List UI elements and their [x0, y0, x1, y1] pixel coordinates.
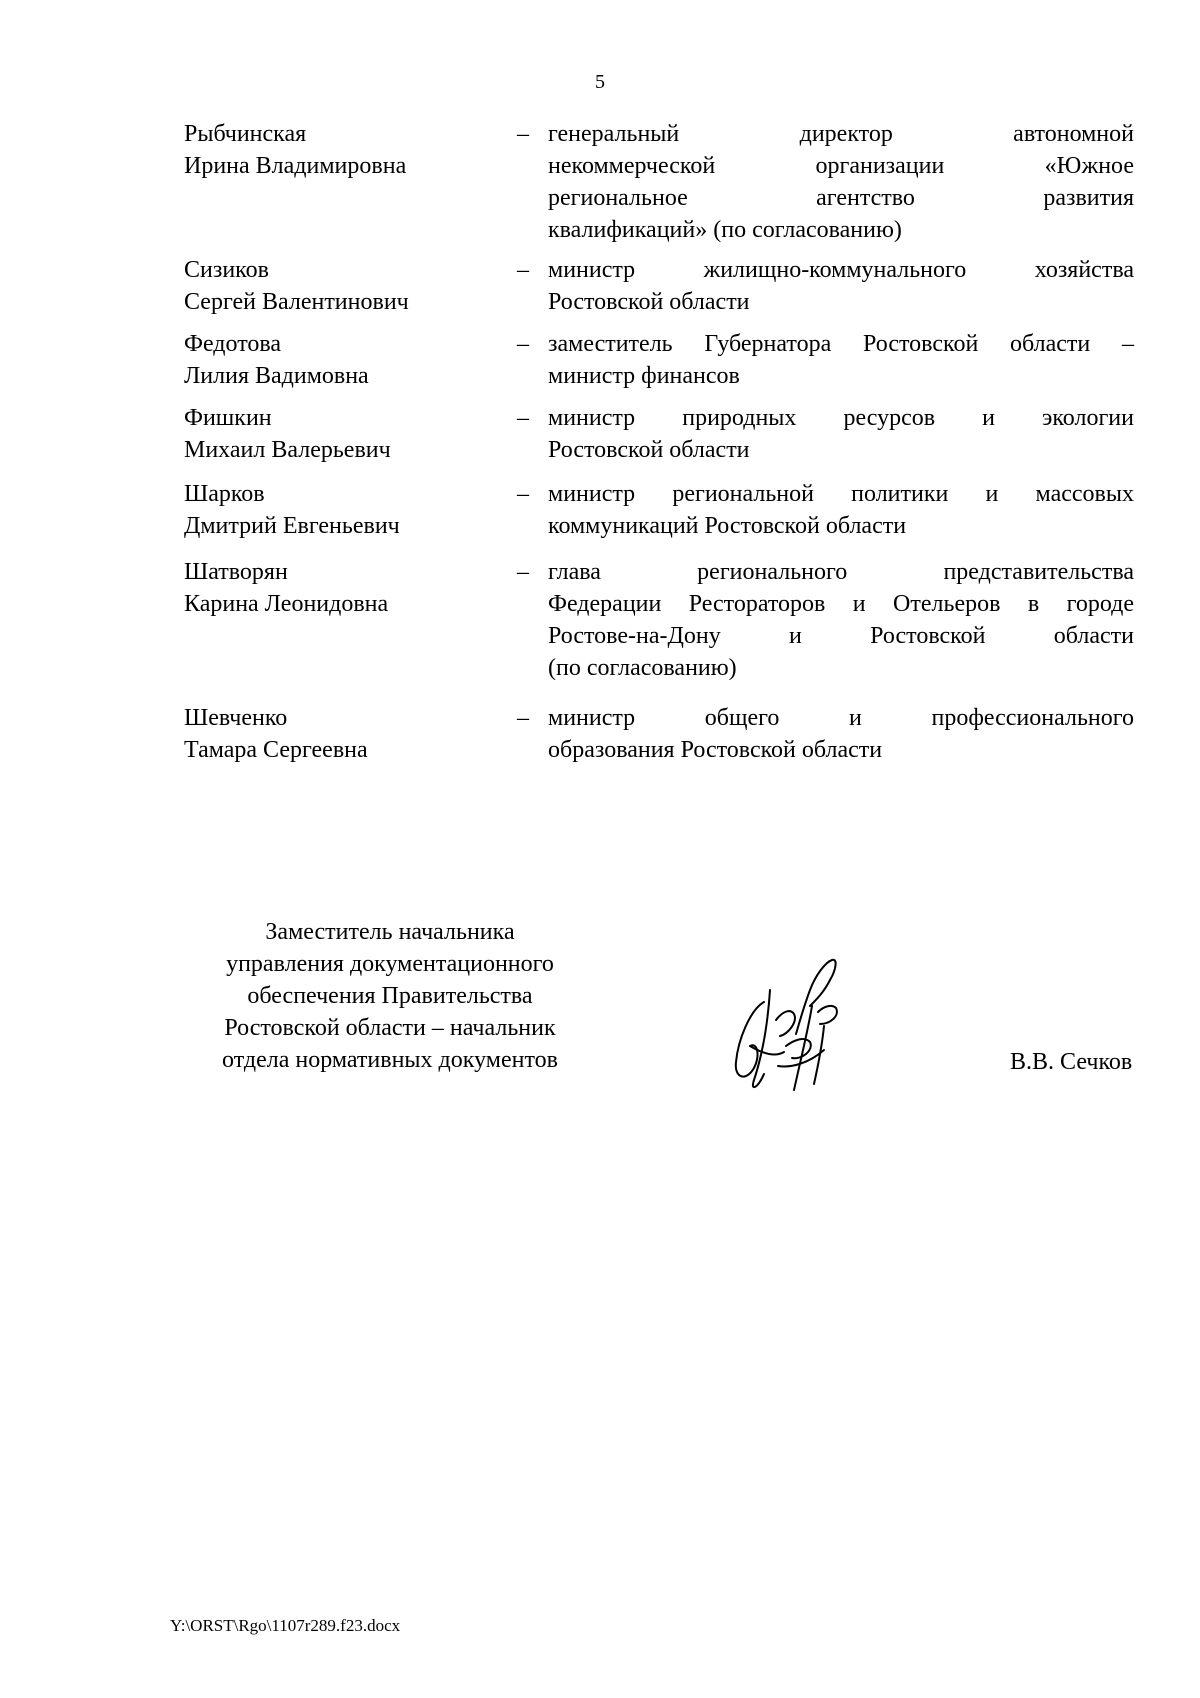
member-role: [548, 702, 1134, 766]
role-line: министр природных ресурсов и экологии: [548, 405, 1134, 431]
handwritten-signature: [720, 950, 870, 1100]
signer-title-line: Ростовской области – начальник: [224, 1015, 556, 1041]
role-line: Федерации Рестораторов и Отельеров в городе: [548, 591, 1134, 617]
member-role: [548, 556, 1134, 684]
role-line: министр жилищно-коммунального хозяйства: [548, 257, 1134, 283]
member-surname: Фишкин: [184, 405, 272, 431]
member-role: [548, 118, 1134, 246]
role-line: министр финансов: [548, 363, 740, 389]
member-name: [184, 478, 504, 542]
file-path: Y:\ORST\Rgo\1107r289.f23.docx: [170, 1616, 401, 1635]
member-given-names: Лилия Вадимовна: [184, 363, 369, 389]
member-given-names: Карина Леонидовна: [184, 591, 389, 617]
role-line: Ростовской области: [548, 289, 750, 315]
signer-title-line: обеспечения Правительства: [247, 983, 533, 1009]
member-given-names: Дмитрий Евгеньевич: [184, 513, 400, 539]
member-surname: Рыбчинская: [184, 121, 307, 147]
member-surname: Шевченко: [184, 705, 288, 731]
page-number: 5: [595, 71, 605, 93]
role-line: некоммерческой организации «Южное: [548, 153, 1134, 179]
role-line: образования Ростовской области: [548, 737, 883, 763]
role-line: заместитель Губернатора Ростовской области –: [548, 331, 1134, 357]
member-role: [548, 478, 1134, 542]
signer-title-line: Заместитель начальника: [265, 919, 515, 945]
role-line: коммуникаций Ростовской области: [548, 513, 907, 539]
member-name: [184, 556, 504, 620]
signer-title-line: управления документационного: [226, 951, 554, 977]
member-dash: –: [517, 331, 529, 357]
member-given-names: Михаил Валерьевич: [184, 437, 391, 463]
role-line: квалификаций» (по согласованию): [548, 217, 902, 243]
role-line: министр общего и профессионального: [548, 705, 1134, 731]
member-surname: Сизиков: [184, 257, 269, 283]
member-role: [548, 402, 1134, 466]
member-name: [184, 402, 504, 466]
member-dash: –: [517, 405, 529, 431]
member-role: [548, 254, 1134, 318]
member-name: [184, 328, 504, 392]
member-given-names: Сергей Валентинович: [184, 289, 409, 315]
member-dash: –: [517, 257, 529, 283]
role-line: (по согласованию): [548, 655, 737, 681]
member-dash: –: [517, 481, 529, 507]
role-line: глава регионального представительства: [548, 559, 1134, 585]
member-name: [184, 118, 504, 182]
member-dash: –: [517, 559, 529, 585]
member-surname: Шатворян: [184, 559, 288, 585]
member-dash: –: [517, 705, 529, 731]
member-given-names: Ирина Владимировна: [184, 153, 407, 179]
role-line: региональное агентство развития: [548, 185, 1134, 211]
role-line: министр региональной политики и массовых: [548, 481, 1134, 507]
signer-title: [170, 916, 610, 1076]
role-line: Ростове-на-Дону и Ростовской области: [548, 623, 1134, 649]
member-role: [548, 328, 1134, 392]
member-given-names: Тамара Сергеевна: [184, 737, 368, 763]
signer-name: В.В. Сечков: [1010, 1049, 1133, 1075]
member-name: [184, 702, 504, 766]
member-surname: Шарков: [184, 481, 265, 507]
role-line: Ростовской области: [548, 437, 750, 463]
signer-title-line: отдела нормативных документов: [222, 1047, 558, 1073]
role-line: генеральный директор автономной: [548, 121, 1134, 147]
member-name: [184, 254, 504, 318]
member-dash: –: [517, 121, 529, 147]
member-surname: Федотова: [184, 331, 282, 357]
